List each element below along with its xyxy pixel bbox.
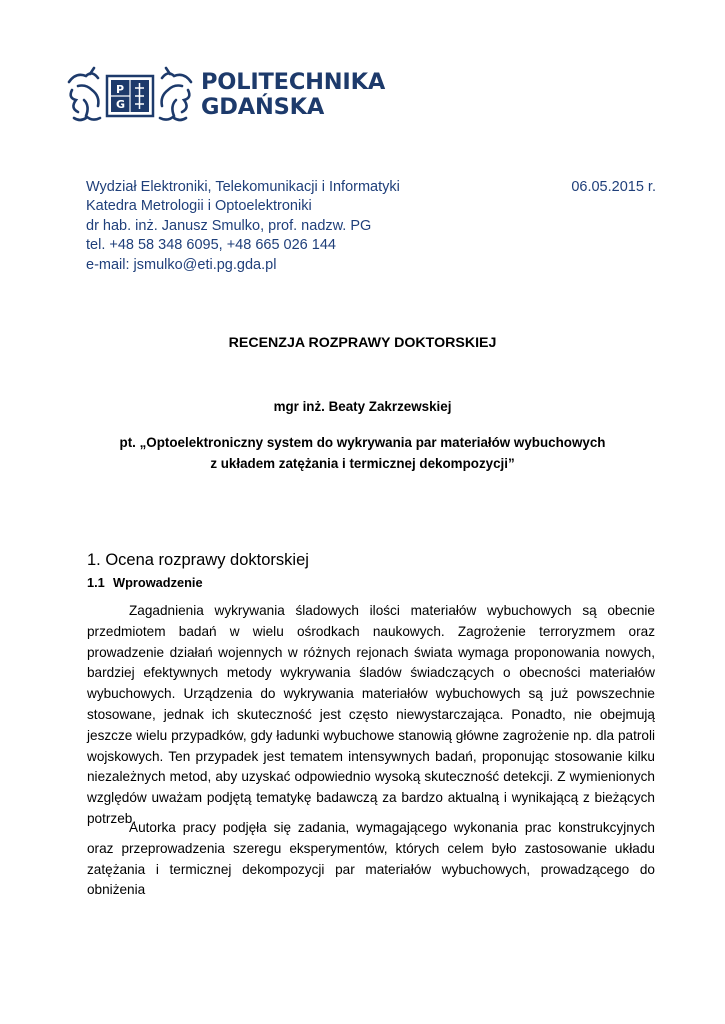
reviewer-name: dr hab. inż. Janusz Smulko, prof. nadzw. PG xyxy=(86,217,372,234)
logo-line1: POLITECHNIKA xyxy=(201,69,386,95)
logo-line2: GDAŃSKA xyxy=(201,94,325,120)
paragraph-introduction xyxy=(87,601,655,830)
thesis-author: mgr inż. Beaty Zakrzewskiej xyxy=(273,399,452,414)
griffin-emblem-icon xyxy=(64,66,196,128)
department-name: Wydział Elektroniki, Telekomunikacji i Informatyki xyxy=(86,179,400,195)
paragraph-1-text: Zagadnienia wykrywania śladowych ilości materiałów wybuchowych są obecnie przedmiotem badań w wielu ośrodkach naukowych. Zagrożenie terroryzmem oraz prowadzenie działań wojennych w różnych rejonach świata wymaga proponowania nowych, bardziej efektywnych metody wykrywania śladów świadczących o obecności materiałów wybuchowych. Urządzenia do wykrywania materiałów wybuchowych są już powszechnie stosowane, jednak ich skuteczność jest często niewystarczająca. Ponadto, nie obejmują jeszcze wielu przypadków, gdy ładunki wybuchowe stanowią główne zagrożenie np. dla patroli wojskowych. Ten przypadek jest tematem intensywnych badań, proponując stosowanie kilku niezależnych metod, aby uzyskać odpowiednio wysoką skuteczność detekcji. Z wymienionych względów uważam podjętą tematykę badawczą za bardzo aktualną i wynikającą z bieżących potrzeb. xyxy=(87,603,655,826)
chair-name: Katedra Metrologii i Optoelektroniki xyxy=(86,198,312,215)
thesis-title xyxy=(0,432,725,474)
university-logo xyxy=(64,66,386,128)
section-heading: 1. Ocena rozprawy doktorskiej xyxy=(87,551,309,569)
subsection-heading xyxy=(87,575,203,590)
thesis-title-line2: z układem zatężania i termicznej dekompozycji” xyxy=(210,456,515,471)
shield-letter-p: P xyxy=(116,83,125,96)
subsection-number: 1.1 xyxy=(87,575,105,590)
document-title: RECENZJA ROZPRAWY DOKTORSKIEJ xyxy=(228,335,497,351)
paragraph-2-text: Autorka pracy podjęła się zadania, wymagającego wykonania prac konstrukcyjnych oraz przeprowadzenia szeregu eksperymentów, których celem było zastosowanie układu zatężania i termicznej dekompozycji par materiałów wybuchowych, prowadzącego do obniżenia xyxy=(87,820,655,898)
subsection-title: Wprowadzenie xyxy=(113,575,203,590)
email-address: e-mail: jsmulko@eti.pg.gda.pl xyxy=(86,256,277,273)
shield-letter-g: G xyxy=(116,98,126,111)
logo-wordmark xyxy=(201,70,385,120)
thesis-title-line1: pt. „Optoelektroniczny system do wykrywania par materiałów wybuchowych xyxy=(119,435,606,450)
document-date: 06.05.2015 r. xyxy=(571,179,656,195)
paragraph-author-work xyxy=(87,818,655,901)
letterhead xyxy=(86,178,656,275)
phone-numbers: tel. +48 58 348 6095, +48 665 026 144 xyxy=(86,237,336,254)
